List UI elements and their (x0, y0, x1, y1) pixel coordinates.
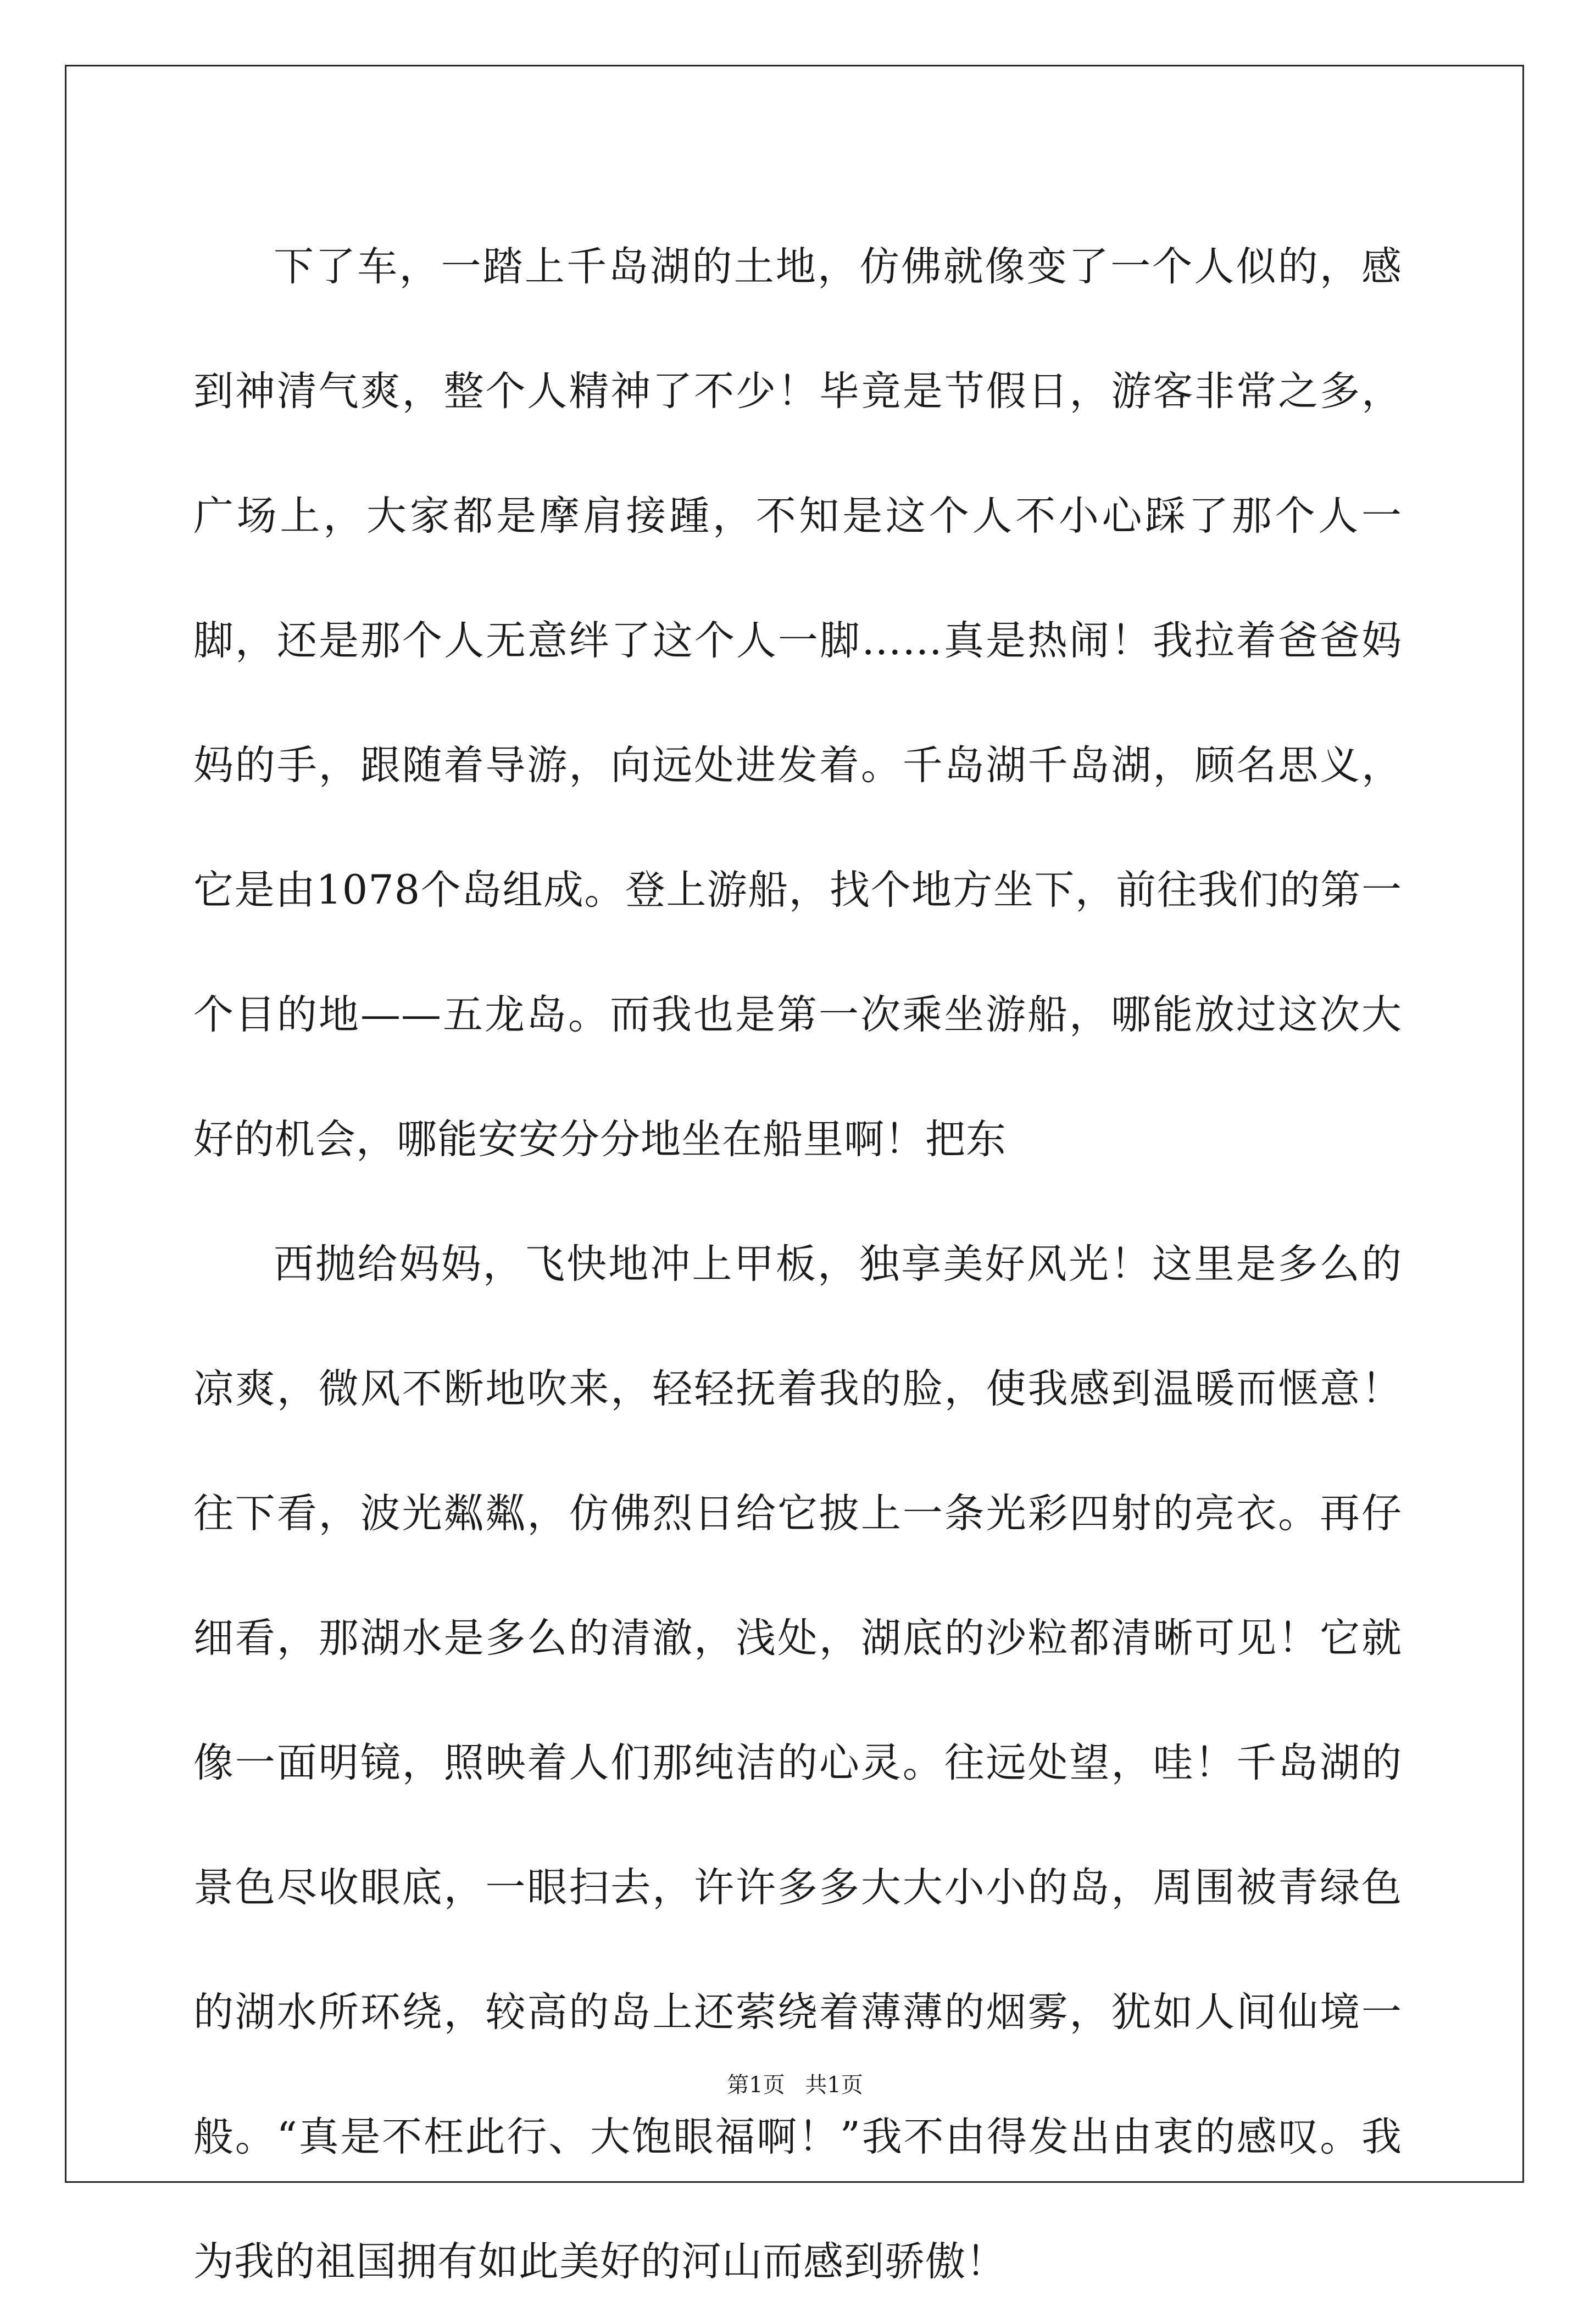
page-number: 第1页 (727, 2072, 785, 2098)
paragraph-1: 下了车，一踏上千岛湖的土地，仿佛就像变了一个人似的，感到神清气爽，整个人精神了不少！毕竟是节假日，游客非常之多，广场上，大家都是摩肩接踵，不知是这个人不小心踩了那个人一脚，还是那个人无意绊了这个人一脚……真是热闹！我拉着爸爸妈妈的手，跟随着导游，向远处进发着。千岛湖千岛湖，顾名思义，它是由1078个岛组成。登上游船，找个地方坐下，前往我们的第一个目的地——五龙岛。而我也是第一次乘坐游船，哪能放过这次大好的机会，哪能安安分分地坐在船里啊！把东 (193, 243, 1402, 1163)
page-footer (0, 2069, 1590, 2102)
paragraph-2: 西抛给妈妈，飞快地冲上甲板，独享美好风光！这里是多么的凉爽，微风不断地吹来，轻轻抚着我的脸，使我感到温暖而惬意！往下看，波光粼粼，仿佛烈日给它披上一条光彩四射的亮衣。再仔细看，那湖水是多么的清澈，浅处，湖底的沙粒都清晰可见！它就像一面明镜，照映着人们那纯洁的心灵。往远处望，哇！千岛湖的景色尽收眼底，一眼扫去，许许多多大大小小的岛，周围被青绿色的湖水所环绕，较高的岛上还萦绕着薄薄的烟雾，犹如人间仙境一般。“真是不枉此行、大饱眼福啊！”我不由得发出由衷的感叹。我为我的祖国拥有如此美好的河山而感到骄傲！ (193, 1241, 1402, 2285)
document-body (193, 204, 1402, 2324)
page-total: 共1页 (805, 2072, 863, 2098)
